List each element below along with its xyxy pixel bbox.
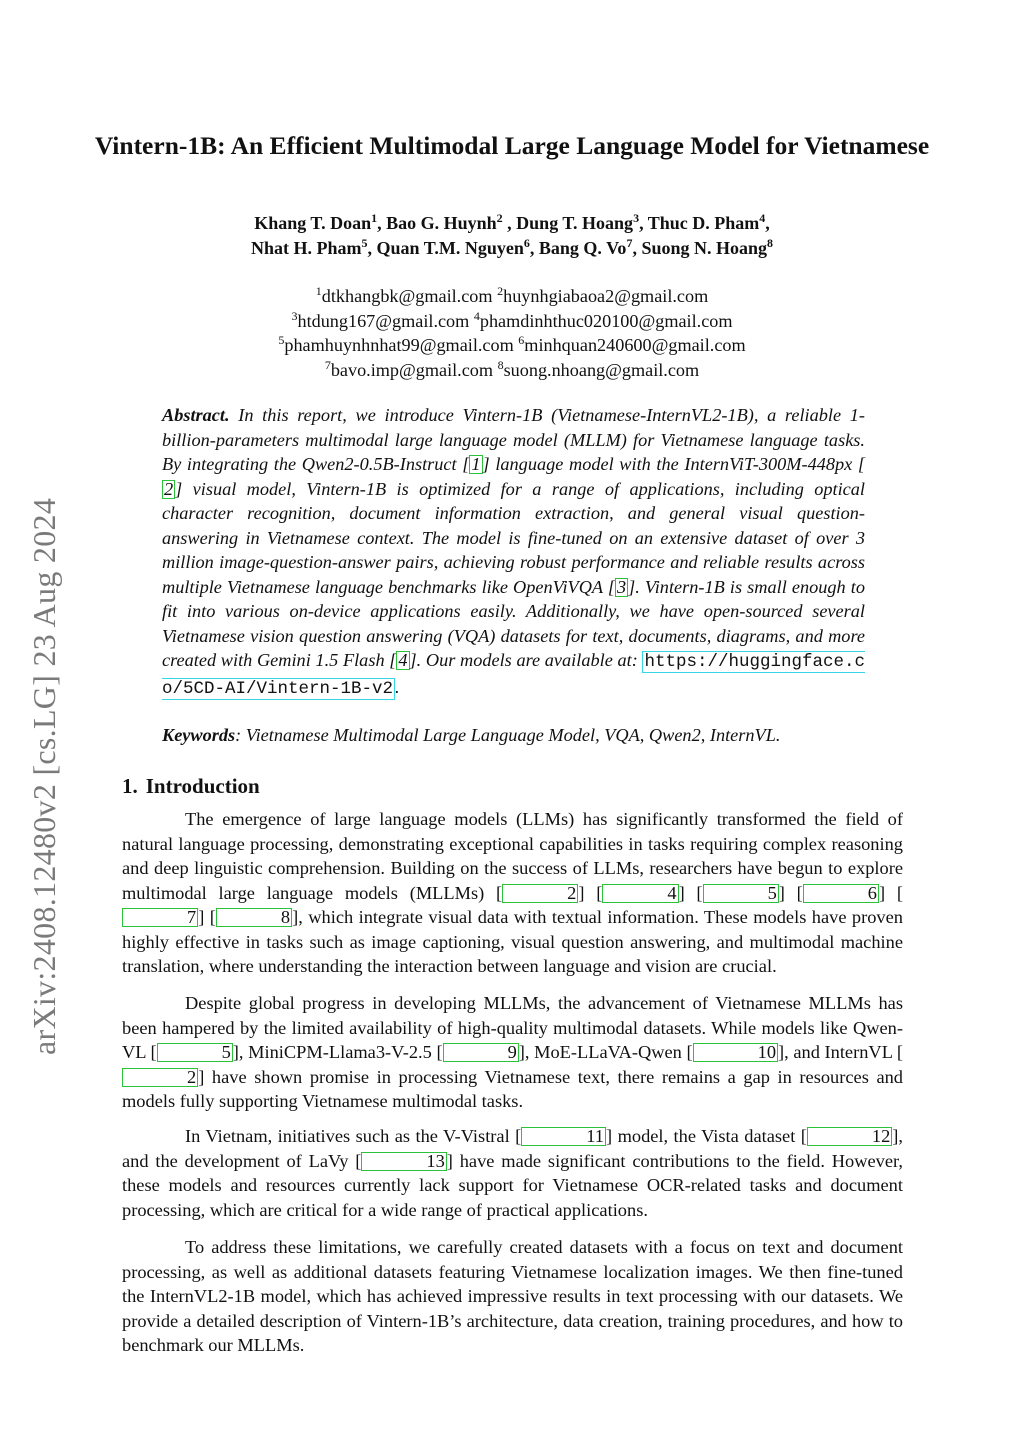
section-title: Introduction: [145, 774, 260, 798]
author-name: Suong N. Hoang: [641, 238, 767, 258]
author-email[interactable]: phamdinhthuc020100@gmail.com: [479, 310, 733, 331]
paragraph-text: To address these limitations, we carefully created datasets with a focus on text and document processing, as well as additional datasets featuring Vietnamese localization images. We then fine-tuned the InternVL2-1B model, which has achieved impressive results in text processing with our datasets. We provide a detailed description of Vintern-1B’s architecture, data creation, training procedures, and how to benchmark our MLLMs.: [122, 1237, 903, 1355]
author-name: Bang Q. Vo: [538, 238, 627, 258]
abstract-text: In this report, we introduce Vintern-1B (Vietnamese-InternVL2-1B), a reliable 1-billion-parameters multimodal large language model (MLLM) for Vietnamese language tasks. By integrating the Qwen2-0.5B-Instruct: [162, 405, 865, 474]
email-marker: 1: [315, 284, 322, 298]
affiliation-marker: 5: [361, 236, 368, 250]
paper-title: Vintern-1B: An Efficient Multimodal Large Language Model for Vietnamese: [94, 131, 930, 160]
abstract-text: .: [395, 676, 400, 697]
intro-paragraph: The emergence of large language models (LLMs) has significantly transformed the field of natural language processing, demonstrating exceptional capabilities in tasks requiring complex reasoning and deep linguistic comprehension. Building on the success of LLMs, researchers have begun to explore multimodal large language models (MLLMs) [ 2 ] [ 4 ] [ 5 ] [ 6 ] [7 ] [ 8 ], which integrate visual data with textual information. These models have proven highly effective in tasks such as image captioning, visual question answering, and multimodal machine translation, where understanding the interaction between language and vision are crucial.: [122, 809, 903, 976]
citation-link[interactable]: 5: [703, 884, 779, 903]
citation-link[interactable]: 11: [521, 1127, 606, 1146]
affiliation-marker: 7: [626, 236, 633, 250]
arxiv-sidebar-stamp: arXiv:2408.12480v2 [cs.LG] 23 Aug 2024: [26, 497, 62, 1055]
author-name: Dung T. Hoang: [516, 213, 634, 233]
email-list: [80, 284, 944, 382]
affiliation-marker: 6: [523, 236, 530, 250]
abstract-text: language model with the InternViT-300M-448px: [495, 454, 853, 474]
author-email[interactable]: minhquan240600@gmail.com: [524, 335, 746, 355]
keywords: [162, 723, 865, 748]
author-name: Quan T.M. Nguyen: [376, 238, 524, 258]
author-name: Thuc D. Pham: [647, 213, 760, 233]
abstract-text: visual model, Vintern-1B is optimized for a range of applications, including optical character recognition, document information extraction, and general visual question-answering in Vietnamese context. The model is fine-tuned on an extensive dataset of over 3 million image-question-answer pairs, achieving robust performance and reliable results across multiple Vietnamese language benchmarks like OpenViVQA: [162, 478, 865, 597]
citation-link[interactable]: 4: [602, 884, 678, 903]
paragraph-text: , MiniCPM-Llama3-V-2.5: [238, 1042, 432, 1062]
intro-paragraph: [122, 1235, 903, 1358]
keywords-text: : Vietnamese Multimodal Large Language Model, VQA, Qwen2, InternVL.: [235, 725, 781, 745]
paragraph-text: In Vietnam, initiatives such as the V-Vistral: [185, 1126, 510, 1146]
email-marker: 8: [497, 357, 504, 372]
email-marker: 4: [473, 308, 480, 323]
affiliation-marker: 2: [496, 211, 503, 225]
abstract-label: Abstract.: [162, 405, 230, 425]
paragraph-text: have shown promise in processing Vietnamese text, there remains a gap in resources and models fully supporting Vietnamese multimodal tasks.: [122, 1066, 903, 1111]
paragraph-text: have made significant contributions to the field. However, these models and resources currently lack support for Vietnamese OCR-related tasks and document processing, which are critical for a wide range of practical applications.: [122, 1150, 904, 1220]
paragraph-text: , MoE-LLaVA-Qwen: [524, 1042, 682, 1062]
affiliation-marker: 1: [371, 211, 378, 225]
keywords-label: Keywords: [162, 725, 236, 745]
email-marker: 5: [278, 333, 285, 347]
citation-link[interactable]: 5: [157, 1043, 233, 1062]
citation-link[interactable]: 2: [502, 884, 578, 903]
citation-link[interactable]: 1: [471, 454, 481, 474]
author-name: Bao G. Huynh: [386, 213, 497, 233]
author-email[interactable]: suong.nhoang@gmail.com: [503, 359, 700, 380]
affiliation-marker: 8: [766, 236, 773, 250]
author-list: Khang T. Doan$^1$, Bao G. Huynh$^2$ , Dung T. Hoang$^3$, Thuc D. Pham$^4$, Nhat H. Pham$^5$, Quan T.M. Nguyen$^6$, Bang Q. Vo$^7$, Suong N. Hoang$^8$: [251, 211, 773, 258]
citation-link[interactable]: 4: [398, 650, 408, 670]
paragraph-text: The emergence of large language models (LLMs) has significantly transformed the field of natural language processing, demonstrating exceptional capabilities in tasks requiring complex reasoning and deep linguistic comprehension. Building on the success of LLMs, researchers have begun to explore multimodal large language models (MLLMs): [122, 809, 903, 903]
author-email[interactable]: bavo.imp@gmail.com: [330, 359, 494, 380]
author-email[interactable]: dtkhangbk@gmail.com: [321, 286, 493, 306]
abstract-text: . Vintern-1B is small enough to fit into various on-device applications easily. Additionally, we have open-sourced several Vietnamese vision question answering (VQA) datasets for text, documents, diagrams, and more created with Gemini 1.5 Flash: [162, 576, 866, 670]
paragraph-text: , and the development of LaVy: [122, 1126, 903, 1171]
affiliation-marker: 4: [759, 211, 766, 225]
section-heading: [122, 773, 260, 799]
citation-link[interactable]: 6: [803, 884, 879, 903]
paragraph-text: model, the Vista dataset: [617, 1126, 796, 1146]
author-email[interactable]: phamhuynhnhat99@gmail.com: [284, 335, 514, 355]
email-marker: 6: [518, 333, 525, 347]
citation-link[interactable]: 2: [122, 1068, 198, 1087]
model-url-link[interactable]: https://huggingface.co/5CD-AI/Vintern-1B-v2: [162, 652, 866, 699]
citation-link[interactable]: 3: [616, 576, 627, 597]
author-email[interactable]: htdung167@gmail.com: [297, 310, 470, 331]
abstract: Abstract. In this report, we introduce Vintern-1B (Vietnamese-InternVL2-1B), a reliable 1-billion-parameters multimodal large language model (MLLM) for Vietnamese language tasks. By integrating the Qwen2-0.5B-Instruct [ 1 ] language model with the InternViT-300M-448px [2 ] visual model, Vintern-1B is optimized for a range of applications, including optical character recognition, document information extraction, and general visual question-answering in Vietnamese context. The model is fine-tuned on an extensive dataset of over 3 million image-question-answer pairs, achieving robust performance and reliable results across multiple Vietnamese language benchmarks like OpenViVQA [ 3 ]. Vintern-1B is small enough to fit into various on-device applications easily. Additionally, we have open-sourced several Vietnamese vision question answering (VQA) datasets for text, documents, diagrams, and more created with Gemini 1.5 Flash [ 4 ]. Our models are available at: https://huggingface.co/5CD-AI/Vintern-1B-v2 .: [162, 405, 866, 699]
author-name: Nhat H. Pham: [251, 238, 362, 258]
author-name: Khang T. Doan: [254, 213, 372, 233]
citation-link[interactable]: 2: [164, 478, 174, 499]
paragraph-text: , which integrate visual data with textual information. These models have proven highly effective in tasks such as image captioning, visual question answering, and multimodal machine translation, where understanding the interaction between language and vision are crucial.: [122, 907, 903, 976]
paragraph-text: Despite global progress in developing MLLMs, the advancement of Vietnamese MLLMs has been hampered by the limited availability of high-quality multimodal datasets. While models like Qwen-VL: [122, 993, 903, 1062]
citation-link[interactable]: 9: [443, 1043, 519, 1062]
paragraph-text: , and InternVL: [784, 1042, 893, 1062]
citation-link[interactable]: 13: [361, 1152, 446, 1171]
citation-link[interactable]: 8: [216, 908, 292, 927]
email-marker: 2: [497, 284, 504, 298]
affiliation-marker: 3: [633, 211, 640, 225]
citation-link[interactable]: 12: [807, 1127, 892, 1146]
intro-paragraph: Despite global progress in developing MLLMs, the advancement of Vietnamese MLLMs has been hampered by the limited availability of high-quality multimodal datasets. While models like Qwen-VL [ 5 ], MiniCPM-Llama3-V-2.5 [ 9 ], MoE-LLaVA-Qwen [ 10 ], and InternVL [2 ] have shown promise in processing Vietnamese text, there remains a gap in resources and models fully supporting Vietnamese multimodal tasks.: [122, 993, 903, 1111]
citation-link[interactable]: 10: [693, 1043, 778, 1062]
email-marker: 7: [324, 357, 331, 372]
author-email[interactable]: huynhgiabaoa2@gmail.com: [503, 286, 709, 306]
section-number: 1.: [122, 774, 138, 798]
citation-link[interactable]: 7: [122, 908, 198, 927]
email-marker: 3: [291, 308, 298, 323]
intro-paragraph: In Vietnam, initiatives such as the V-Vistral [ 11 ] model, the Vista dataset [ 12 ], and the development of LaVy [ 13 ] have made significant contributions to the field. However, these models and resources currently lack support for Vietnamese OCR-related tasks and document processing, which are critical for a wide range of practical applications.: [122, 1126, 904, 1220]
abstract-text: . Our models are available at:: [416, 650, 638, 670]
